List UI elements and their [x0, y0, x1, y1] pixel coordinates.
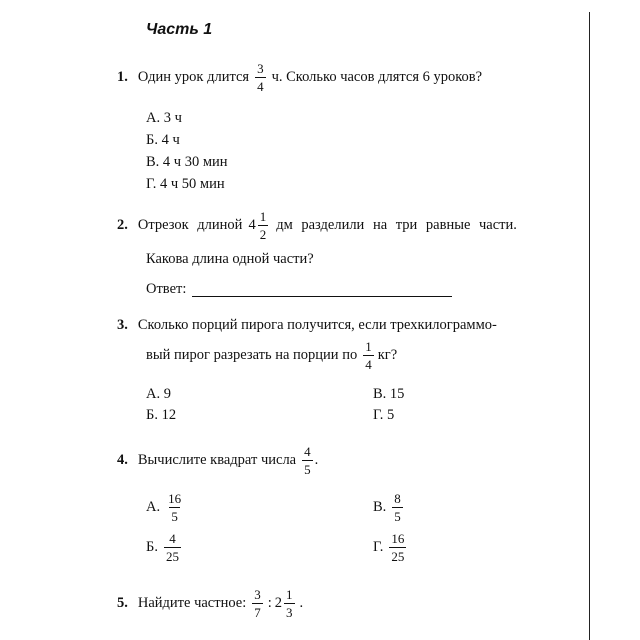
numerator: 4 [169, 530, 176, 546]
numerator: 1 [286, 586, 293, 602]
part-title: Часть 1 [146, 21, 213, 38]
question-number: 2. [117, 216, 128, 233]
question-text: Один урок длится [137, 68, 250, 85]
option-a: А. 9 [146, 386, 171, 402]
numerator: 16 [168, 490, 182, 506]
mixed-number [275, 588, 297, 619]
fraction [392, 492, 403, 523]
fraction [252, 588, 263, 619]
option-a [146, 489, 185, 525]
denominator: 2 [259, 226, 267, 242]
denominator: 25 [391, 548, 405, 564]
page-edge-line [589, 12, 590, 640]
fraction [302, 445, 313, 476]
division-sign: : [267, 594, 272, 611]
question-text: Вычислите квадрат числа [137, 451, 297, 468]
numerator: 8 [394, 490, 401, 506]
question-text-line2: Какова длина одной части? [146, 251, 314, 267]
question-text: Сколько порций пирога получится, если трехкилограммо- [137, 317, 497, 333]
fraction [166, 492, 183, 523]
answer-label: Ответ: [146, 281, 187, 297]
option-b [146, 529, 183, 565]
question-number: 5. [117, 594, 128, 611]
option-v: В. 4 ч 30 мин [146, 154, 228, 170]
answer-field[interactable] [192, 295, 452, 297]
question-text: Отрезок длиной [137, 216, 243, 233]
option-g [373, 529, 408, 565]
option-v [373, 489, 405, 525]
option-b: Б. 12 [146, 407, 177, 423]
question-text: дм разделили на три равные части. [276, 216, 517, 233]
fraction [164, 532, 181, 563]
whole-part: 4 [248, 216, 256, 233]
denominator: 7 [254, 604, 261, 620]
option-b: Б. 4 ч [146, 132, 180, 148]
numerator: 1 [365, 338, 372, 354]
denominator: 5 [171, 508, 178, 524]
question-text: . [314, 451, 319, 468]
question-number: 1. [117, 68, 128, 85]
option-label: В. [373, 498, 387, 515]
numerator: 3 [254, 586, 261, 602]
question-text: вый пирог разрезать на порции по [146, 346, 358, 363]
option-g: Г. 4 ч 50 мин [146, 176, 225, 192]
fraction [258, 210, 269, 241]
denominator: 4 [257, 78, 264, 94]
question-text: ч. Сколько часов длятся 6 уроков? [271, 68, 483, 85]
whole-part: 2 [274, 594, 283, 611]
question-number: 4. [117, 451, 128, 468]
numerator: 1 [259, 208, 267, 224]
option-v: В. 15 [373, 386, 405, 402]
fraction [363, 340, 374, 371]
denominator: 25 [165, 548, 179, 564]
mixed-number [248, 210, 270, 241]
question-text: . [299, 594, 304, 611]
option-label: А. [146, 498, 161, 515]
question-number: 3. [117, 317, 128, 333]
denominator: 5 [304, 461, 311, 477]
fraction [389, 532, 406, 563]
option-a: А. 3 ч [146, 110, 182, 126]
numerator: 4 [304, 443, 311, 459]
fraction [284, 588, 295, 619]
question-text: кг? [377, 346, 398, 363]
numerator: 3 [257, 60, 264, 76]
denominator: 4 [365, 356, 372, 372]
denominator: 3 [286, 604, 293, 620]
denominator: 5 [394, 508, 401, 524]
question-text: Найдите частное: [137, 594, 247, 611]
numerator: 16 [391, 530, 405, 546]
fraction [255, 62, 266, 93]
option-label: Б. [146, 538, 158, 555]
option-label: Г. [373, 538, 384, 555]
option-g: Г. 5 [373, 407, 395, 423]
